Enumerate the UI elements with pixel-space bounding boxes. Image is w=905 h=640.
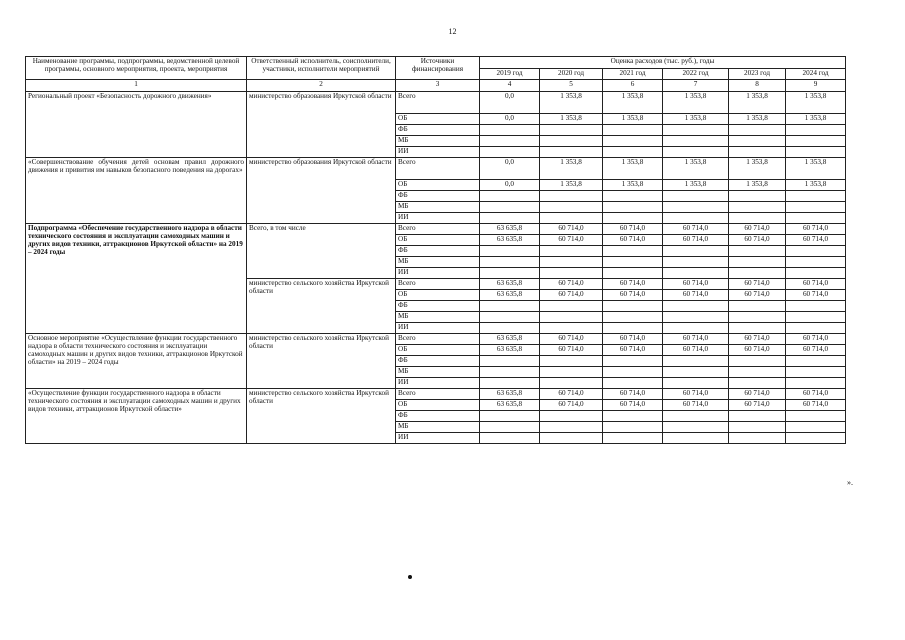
amount-cell bbox=[786, 421, 846, 432]
amount-cell: 60 714,0 bbox=[540, 388, 603, 399]
amount-cell bbox=[603, 256, 663, 267]
amount-cell bbox=[786, 311, 846, 322]
amount-cell bbox=[786, 355, 846, 366]
amount-cell: 1 353,8 bbox=[729, 91, 786, 113]
amount-cell bbox=[540, 245, 603, 256]
amount-cell bbox=[603, 311, 663, 322]
amount-cell bbox=[603, 366, 663, 377]
table-row bbox=[26, 333, 846, 344]
amount-cell bbox=[540, 124, 603, 135]
funding-source-cell: Всего bbox=[396, 333, 480, 344]
column-number: 7 bbox=[663, 80, 729, 92]
amount-cell bbox=[603, 135, 663, 146]
column-number: 4 bbox=[480, 80, 540, 92]
amount-cell: 60 714,0 bbox=[603, 289, 663, 300]
amount-cell bbox=[729, 245, 786, 256]
funding-source-cell: ОБ bbox=[396, 399, 480, 410]
amount-cell: 60 714,0 bbox=[729, 223, 786, 234]
amount-cell bbox=[540, 421, 603, 432]
amount-cell bbox=[663, 410, 729, 421]
amount-cell bbox=[786, 201, 846, 212]
amount-cell: 60 714,0 bbox=[663, 223, 729, 234]
amount-cell: 60 714,0 bbox=[663, 278, 729, 289]
executor-cell: министерство сельского хозяйства Иркутской области bbox=[247, 333, 396, 388]
amount-cell bbox=[729, 377, 786, 388]
amount-cell: 1 353,8 bbox=[663, 91, 729, 113]
amount-cell bbox=[603, 421, 663, 432]
amount-cell: 0,0 bbox=[480, 157, 540, 179]
amount-cell bbox=[663, 212, 729, 223]
amount-cell: 1 353,8 bbox=[540, 179, 603, 190]
column-number: 2 bbox=[247, 80, 396, 92]
column-number: 1 bbox=[26, 80, 247, 92]
amount-cell: 60 714,0 bbox=[540, 399, 603, 410]
header-costs-cell: Оценка расходов (тыс. руб.), годы bbox=[480, 57, 846, 69]
amount-cell bbox=[480, 245, 540, 256]
column-number: 6 bbox=[603, 80, 663, 92]
amount-cell bbox=[786, 410, 846, 421]
funding-source-cell: Всего bbox=[396, 91, 480, 113]
amount-cell: 1 353,8 bbox=[729, 157, 786, 179]
amount-cell bbox=[663, 190, 729, 201]
amount-cell: 60 714,0 bbox=[729, 234, 786, 245]
amount-cell bbox=[540, 432, 603, 443]
amount-cell bbox=[603, 432, 663, 443]
funding-source-cell: ФБ bbox=[396, 410, 480, 421]
funding-source-cell: ОБ bbox=[396, 179, 480, 190]
amount-cell bbox=[540, 322, 603, 333]
header-year: 2023 год bbox=[729, 68, 786, 80]
amount-cell bbox=[729, 124, 786, 135]
header-year: 2020 год bbox=[540, 68, 603, 80]
amount-cell bbox=[786, 212, 846, 223]
table-row bbox=[26, 91, 846, 113]
amount-cell bbox=[540, 377, 603, 388]
amount-cell bbox=[603, 267, 663, 278]
header-source-cell: Источники финансирования bbox=[396, 57, 480, 80]
amount-cell: 60 714,0 bbox=[540, 333, 603, 344]
amount-cell: 63 635,8 bbox=[480, 223, 540, 234]
amount-cell: 1 353,8 bbox=[540, 157, 603, 179]
amount-cell bbox=[480, 432, 540, 443]
amount-cell: 1 353,8 bbox=[786, 179, 846, 190]
amount-cell bbox=[663, 366, 729, 377]
amount-cell bbox=[603, 201, 663, 212]
funding-source-cell: Всего bbox=[396, 388, 480, 399]
amount-cell bbox=[663, 322, 729, 333]
funding-source-cell: МБ bbox=[396, 135, 480, 146]
item-name-cell: Региональный проект «Безопасность дорожного движения» bbox=[26, 91, 247, 157]
amount-cell bbox=[786, 146, 846, 157]
amount-cell: 60 714,0 bbox=[729, 289, 786, 300]
amount-cell: 1 353,8 bbox=[663, 179, 729, 190]
amount-cell: 60 714,0 bbox=[663, 289, 729, 300]
amount-cell bbox=[729, 322, 786, 333]
funding-source-cell: ОБ bbox=[396, 344, 480, 355]
amount-cell bbox=[663, 355, 729, 366]
funding-source-cell: МБ bbox=[396, 256, 480, 267]
amount-cell bbox=[480, 377, 540, 388]
amount-cell bbox=[603, 410, 663, 421]
amount-cell bbox=[540, 410, 603, 421]
amount-cell: 0,0 bbox=[480, 113, 540, 124]
amount-cell bbox=[786, 124, 846, 135]
amount-cell bbox=[663, 245, 729, 256]
amount-cell: 60 714,0 bbox=[786, 289, 846, 300]
amount-cell bbox=[603, 355, 663, 366]
funding-source-cell: МБ bbox=[396, 201, 480, 212]
amount-cell: 60 714,0 bbox=[786, 399, 846, 410]
amount-cell bbox=[729, 256, 786, 267]
item-name-cell: «Осуществление функции государственного надзора в области технического состояния и эксплуатации самоходных машин и других видов техники, аттракционов Иркутской области» bbox=[26, 388, 247, 443]
amount-cell: 60 714,0 bbox=[729, 278, 786, 289]
funding-source-cell: ФБ bbox=[396, 300, 480, 311]
amount-cell: 63 635,8 bbox=[480, 399, 540, 410]
amount-cell bbox=[786, 135, 846, 146]
amount-cell: 60 714,0 bbox=[603, 399, 663, 410]
amount-cell bbox=[603, 146, 663, 157]
executor-cell: министерство сельского хозяйства Иркутской области bbox=[247, 388, 396, 443]
amount-cell: 60 714,0 bbox=[663, 388, 729, 399]
amount-cell: 1 353,8 bbox=[603, 91, 663, 113]
amount-cell bbox=[540, 201, 603, 212]
amount-cell bbox=[729, 212, 786, 223]
amount-cell bbox=[663, 124, 729, 135]
funding-source-cell: МБ bbox=[396, 311, 480, 322]
amount-cell bbox=[786, 366, 846, 377]
amount-cell: 60 714,0 bbox=[729, 344, 786, 355]
amount-cell: 60 714,0 bbox=[603, 333, 663, 344]
amount-cell: 1 353,8 bbox=[603, 179, 663, 190]
column-number: 3 bbox=[396, 80, 480, 92]
amount-cell bbox=[663, 377, 729, 388]
amount-cell: 60 714,0 bbox=[540, 289, 603, 300]
amount-cell bbox=[663, 201, 729, 212]
amount-cell bbox=[480, 201, 540, 212]
amount-cell: 60 714,0 bbox=[663, 333, 729, 344]
amount-cell: 60 714,0 bbox=[786, 333, 846, 344]
funding-source-cell: ИИ bbox=[396, 267, 480, 278]
amount-cell: 60 714,0 bbox=[786, 234, 846, 245]
amount-cell bbox=[603, 322, 663, 333]
amount-cell: 60 714,0 bbox=[786, 388, 846, 399]
amount-cell bbox=[729, 421, 786, 432]
amount-cell: 1 353,8 bbox=[540, 113, 603, 124]
funding-source-cell: Всего bbox=[396, 157, 480, 179]
amount-cell bbox=[663, 311, 729, 322]
funding-source-cell: МБ bbox=[396, 421, 480, 432]
amount-cell bbox=[663, 267, 729, 278]
header-year: 2024 год bbox=[786, 68, 846, 80]
amount-cell bbox=[540, 267, 603, 278]
budget-table bbox=[25, 56, 846, 444]
amount-cell bbox=[480, 190, 540, 201]
amount-cell bbox=[663, 421, 729, 432]
amount-cell bbox=[729, 300, 786, 311]
amount-cell: 1 353,8 bbox=[603, 157, 663, 179]
header-exec-cell: Ответственный исполнитель, соисполнители, участники, исполнители мероприятий bbox=[247, 57, 396, 80]
amount-cell bbox=[540, 190, 603, 201]
amount-cell bbox=[729, 201, 786, 212]
funding-source-cell: ИИ bbox=[396, 377, 480, 388]
executor-cell: министерство образования Иркутской области bbox=[247, 157, 396, 223]
amount-cell: 1 353,8 bbox=[663, 113, 729, 124]
amount-cell: 1 353,8 bbox=[540, 91, 603, 113]
funding-source-cell: ОБ bbox=[396, 234, 480, 245]
amount-cell bbox=[480, 135, 540, 146]
amount-cell bbox=[480, 146, 540, 157]
amount-cell bbox=[786, 190, 846, 201]
amount-cell: 1 353,8 bbox=[786, 157, 846, 179]
funding-source-cell: ОБ bbox=[396, 113, 480, 124]
funding-source-cell: ФБ bbox=[396, 245, 480, 256]
amount-cell bbox=[729, 366, 786, 377]
amount-cell: 60 714,0 bbox=[729, 388, 786, 399]
table-header bbox=[26, 57, 846, 92]
executor-cell: министерство образования Иркутской области bbox=[247, 91, 396, 157]
amount-cell: 0,0 bbox=[480, 179, 540, 190]
amount-cell bbox=[729, 410, 786, 421]
amount-cell bbox=[603, 124, 663, 135]
amount-cell bbox=[786, 256, 846, 267]
amount-cell bbox=[480, 124, 540, 135]
amount-cell bbox=[786, 432, 846, 443]
amount-cell: 1 353,8 bbox=[729, 179, 786, 190]
amount-cell: 60 714,0 bbox=[603, 223, 663, 234]
amount-cell bbox=[540, 355, 603, 366]
amount-cell bbox=[663, 432, 729, 443]
amount-cell bbox=[786, 267, 846, 278]
amount-cell bbox=[480, 212, 540, 223]
funding-source-cell: ИИ bbox=[396, 146, 480, 157]
amount-cell bbox=[540, 300, 603, 311]
amount-cell bbox=[786, 377, 846, 388]
amount-cell bbox=[729, 311, 786, 322]
funding-source-cell: ОБ bbox=[396, 289, 480, 300]
amount-cell bbox=[729, 190, 786, 201]
amount-cell bbox=[603, 300, 663, 311]
amount-cell bbox=[540, 366, 603, 377]
amount-cell bbox=[786, 300, 846, 311]
table-body bbox=[26, 91, 846, 443]
amount-cell: 1 353,8 bbox=[786, 113, 846, 124]
funding-source-cell: ИИ bbox=[396, 212, 480, 223]
amount-cell bbox=[480, 300, 540, 311]
amount-cell bbox=[786, 322, 846, 333]
funding-source-cell: ФБ bbox=[396, 190, 480, 201]
header-name-cell: Наименование программы, подпрограммы, ведомственной целевой программы, основного мероприятия, проекта, мероприятия bbox=[26, 57, 247, 80]
executor-cell: Всего, в том числе bbox=[247, 223, 396, 278]
amount-cell bbox=[663, 256, 729, 267]
funding-source-cell: ФБ bbox=[396, 124, 480, 135]
column-number: 5 bbox=[540, 80, 603, 92]
executor-cell: министерство сельского хозяйства Иркутской области bbox=[247, 278, 396, 333]
amount-cell: 60 714,0 bbox=[540, 234, 603, 245]
table-row bbox=[26, 157, 846, 179]
amount-cell bbox=[540, 212, 603, 223]
amount-cell bbox=[480, 355, 540, 366]
amount-cell: 60 714,0 bbox=[603, 344, 663, 355]
amount-cell: 60 714,0 bbox=[786, 223, 846, 234]
amount-cell: 60 714,0 bbox=[603, 388, 663, 399]
funding-source-cell: ФБ bbox=[396, 355, 480, 366]
item-name-cell: Подпрограмма «Обеспечение государственного надзора в области технического состояния и эксплуатации самоходных машин и других видов техники, аттракционов Иркутской области» на 2019 – 2024 годы bbox=[26, 223, 247, 333]
amount-cell: 60 714,0 bbox=[663, 234, 729, 245]
amount-cell bbox=[480, 421, 540, 432]
amount-cell: 1 353,8 bbox=[786, 91, 846, 113]
amount-cell bbox=[603, 212, 663, 223]
amount-cell bbox=[663, 300, 729, 311]
header-year: 2022 год bbox=[663, 68, 729, 80]
column-number: 8 bbox=[729, 80, 786, 92]
column-number: 9 bbox=[786, 80, 846, 92]
amount-cell bbox=[540, 256, 603, 267]
amount-cell bbox=[540, 146, 603, 157]
amount-cell: 60 714,0 bbox=[663, 399, 729, 410]
funding-source-cell: ИИ bbox=[396, 322, 480, 333]
amount-cell: 63 635,8 bbox=[480, 344, 540, 355]
table-row bbox=[26, 223, 846, 234]
item-name-cell: Основное мероприятие «Осуществление функции государственного надзора в области технического состояния и эксплуатации самоходных машин и других видов техники, аттракционов Иркутской области» на 2019 – 2024 годы bbox=[26, 333, 247, 388]
amount-cell bbox=[663, 135, 729, 146]
amount-cell: 60 714,0 bbox=[540, 278, 603, 289]
amount-cell bbox=[729, 146, 786, 157]
amount-cell: 63 635,8 bbox=[480, 289, 540, 300]
amount-cell: 0,0 bbox=[480, 91, 540, 113]
amount-cell bbox=[480, 311, 540, 322]
amount-cell bbox=[603, 190, 663, 201]
amount-cell: 63 635,8 bbox=[480, 234, 540, 245]
amount-cell: 60 714,0 bbox=[729, 333, 786, 344]
amount-cell: 1 353,8 bbox=[603, 113, 663, 124]
funding-source-cell: Всего bbox=[396, 223, 480, 234]
amount-cell bbox=[480, 322, 540, 333]
amount-cell: 63 635,8 bbox=[480, 388, 540, 399]
item-name-cell: «Совершенствование обучения детей основам правил дорожного движения и привития им навыков безопасного поведения на дорогах» bbox=[26, 157, 247, 223]
amount-cell bbox=[480, 410, 540, 421]
amount-cell: 60 714,0 bbox=[603, 278, 663, 289]
amount-cell: 60 714,0 bbox=[786, 344, 846, 355]
amount-cell bbox=[603, 377, 663, 388]
amount-cell bbox=[540, 311, 603, 322]
amount-cell bbox=[663, 146, 729, 157]
amount-cell bbox=[729, 355, 786, 366]
funding-source-cell: Всего bbox=[396, 278, 480, 289]
amount-cell: 60 714,0 bbox=[540, 344, 603, 355]
amount-cell bbox=[786, 245, 846, 256]
amount-cell: 60 714,0 bbox=[729, 399, 786, 410]
amount-cell bbox=[603, 245, 663, 256]
amount-cell bbox=[540, 135, 603, 146]
page-number: 12 bbox=[448, 27, 457, 36]
header-year: 2021 год bbox=[603, 68, 663, 80]
amount-cell: 63 635,8 bbox=[480, 278, 540, 289]
amount-cell bbox=[480, 366, 540, 377]
amount-cell bbox=[729, 267, 786, 278]
amount-cell bbox=[729, 432, 786, 443]
amount-cell: 1 353,8 bbox=[663, 157, 729, 179]
amount-cell: 1 353,8 bbox=[729, 113, 786, 124]
amount-cell: 60 714,0 bbox=[786, 278, 846, 289]
header-year: 2019 год bbox=[480, 68, 540, 80]
amount-cell: 60 714,0 bbox=[540, 223, 603, 234]
page-dot bbox=[408, 575, 412, 579]
funding-source-cell: МБ bbox=[396, 366, 480, 377]
amount-cell bbox=[729, 135, 786, 146]
amount-cell bbox=[480, 267, 540, 278]
amount-cell bbox=[480, 256, 540, 267]
table-row bbox=[26, 388, 846, 399]
amount-cell: 60 714,0 bbox=[663, 344, 729, 355]
funding-source-cell: ИИ bbox=[396, 432, 480, 443]
amount-cell: 60 714,0 bbox=[603, 234, 663, 245]
end-quote-mark: ». bbox=[847, 478, 853, 487]
amount-cell: 63 635,8 bbox=[480, 333, 540, 344]
